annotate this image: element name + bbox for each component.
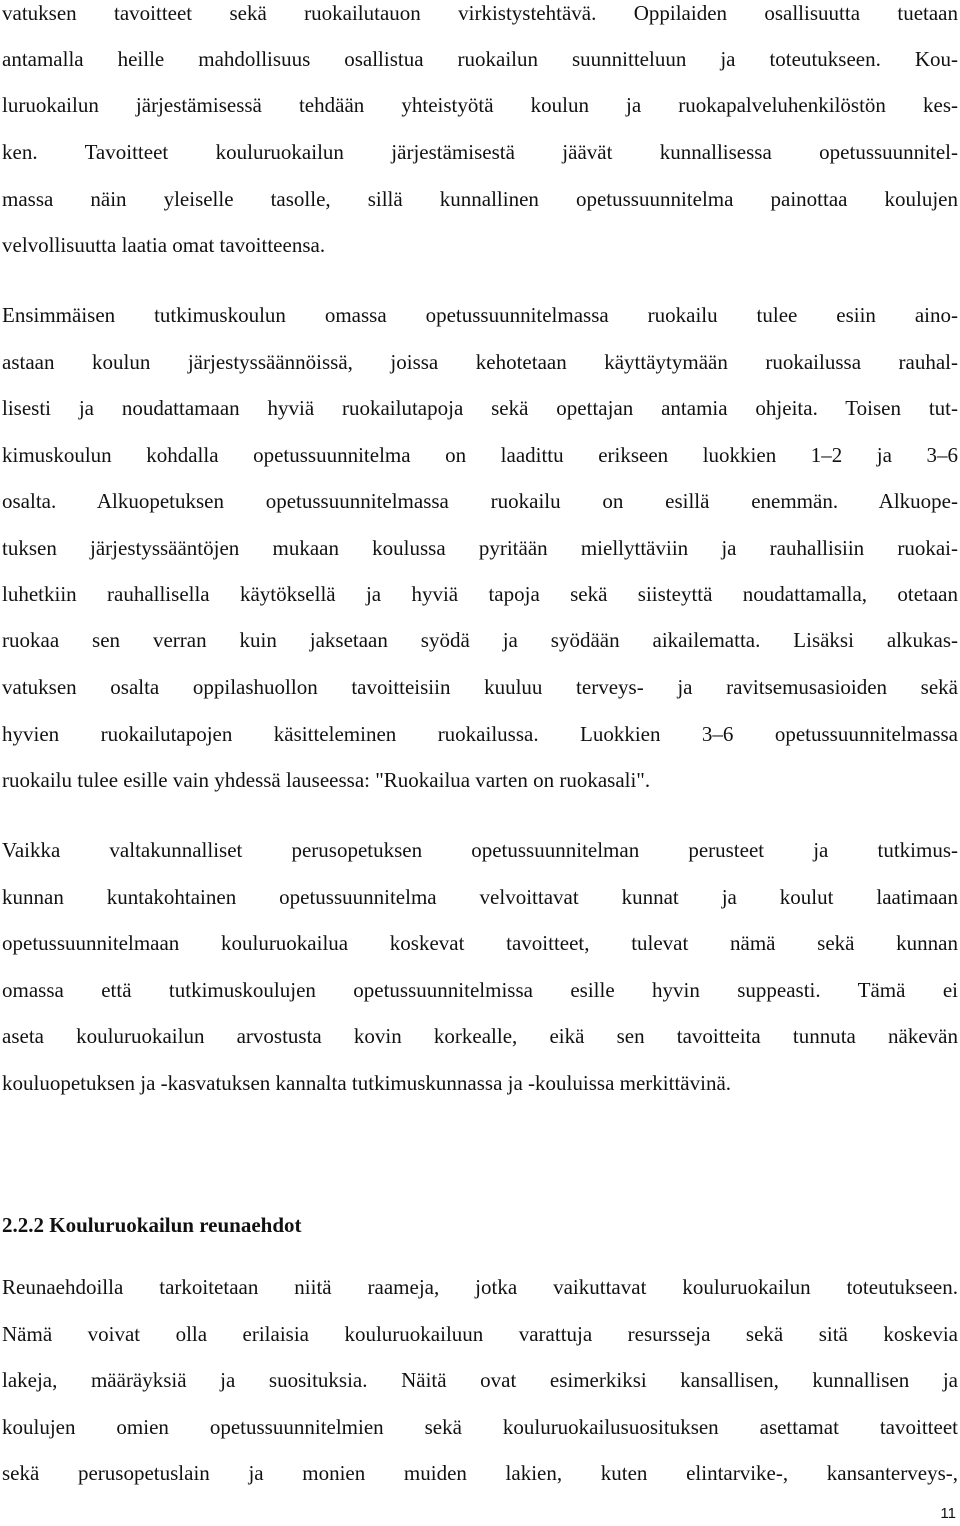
text-line: astaan koulun järjestyssäännöissä, joissa kehotetaan käyttäytymään ruokailussa rauhal-	[2, 350, 958, 374]
text-line: sekä perusopetuslain ja monien muiden lakien, kuten elintarvike-, kansanterveys-,	[2, 1461, 958, 1485]
text-line: Reunaehdoilla tarkoitetaan niitä raameja, jotka vaikuttavat kouluruokailun toteutukseen.	[2, 1275, 958, 1299]
text-line: luruokailun järjestämisessä tehdään yhteistyötä koulun ja ruokapalveluhenkilöstön kes-	[2, 93, 958, 117]
text-line: opetussuunnitelmaan kouluruokailua koskevat tavoitteet, tulevat nämä sekä kunnan	[2, 931, 958, 955]
text-line: omassa että tutkimuskoulujen opetussuunnitelmissa esille hyvin suppeasti. Tämä ei	[2, 978, 958, 1002]
text-line: lisesti ja noudattamaan hyviä ruokailutapoja sekä opettajan antamia ohjeita. Toisen tut-	[2, 396, 958, 420]
text-line: Nämä voivat olla erilaisia kouluruokailuun varattuja resursseja sekä sitä koskevia	[2, 1322, 958, 1346]
text-line: ken. Tavoitteet kouluruokailun järjestämisestä jäävät kunnallisessa opetussuunnitel-	[2, 140, 958, 164]
text-line: tuksen järjestyssääntöjen mukaan koulussa pyritään miellyttäviin ja rauhallisiin ruokai-	[2, 536, 958, 560]
text-line: kunnan kuntakohtainen opetussuunnitelma velvoittavat kunnat ja koulut laatimaan	[2, 885, 958, 909]
text-line: vatuksen tavoitteet sekä ruokailutauon virkistystehtävä. Oppilaiden osallisuutta tuetaan	[2, 1, 958, 25]
text-line: vatuksen osalta oppilashuollon tavoitteisiin kuuluu terveys- ja ravitsemusasioiden sekä	[2, 675, 958, 699]
text-line: massa näin yleiselle tasolle, sillä kunnallinen opetussuunnitelma painottaa koulujen	[2, 187, 958, 211]
text-line: osalta. Alkuopetuksen opetussuunnitelmassa ruokailu on esillä enemmän. Alkuope-	[2, 489, 958, 513]
text-line: koulujen omien opetussuunnitelmien sekä kouluruokailusuosituksen asettamat tavoitteet	[2, 1415, 958, 1439]
text-line: antamalla heille mahdollisuus osallistua ruokailun suunnitteluun ja toteutukseen. Kou-	[2, 47, 958, 71]
text-line: Ensimmäisen tutkimuskoulun omassa opetussuunnitelmassa ruokailu tulee esiin aino-	[2, 303, 958, 327]
text-line: Vaikka valtakunnalliset perusopetuksen opetussuunnitelman perusteet ja tutkimus-	[2, 838, 958, 862]
text-line: kimuskoulun kohdalla opetussuunnitelma on laadittu erikseen luokkien 1–2 ja 3–6	[2, 443, 958, 467]
text-line: hyvien ruokailutapojen käsitteleminen ruokailussa. Luokkien 3–6 opetussuunnitelmassa	[2, 722, 958, 746]
page-number: 11	[940, 1505, 956, 1522]
text-line: velvollisuutta laatia omat tavoitteensa.	[2, 233, 326, 257]
section-heading: 2.2.2 Kouluruokailun reunaehdot	[2, 1213, 302, 1237]
text-line: ruokaa sen verran kuin jaksetaan syödä ja syödään aikailematta. Lisäksi alkukas-	[2, 628, 958, 652]
text-line: lakeja, määräyksiä ja suosituksia. Näitä ovat esimerkiksi kansallisen, kunnallisen ja	[2, 1368, 958, 1392]
text-line: kouluopetuksen ja -kasvatuksen kannalta tutkimuskunnassa ja -kouluissa merkittävinä.	[2, 1071, 732, 1095]
text-line: aseta kouluruokailun arvostusta kovin korkealle, eikä sen tavoitteita tunnuta näkevän	[2, 1024, 958, 1048]
text-line: luhetkiin rauhallisella käytöksellä ja hyviä tapoja sekä siisteyttä noudattamalla, otetaan	[2, 582, 958, 606]
text-line: ruokailu tulee esille vain yhdessä lauseessa: "Ruokailua varten on ruokasali".	[2, 768, 651, 792]
